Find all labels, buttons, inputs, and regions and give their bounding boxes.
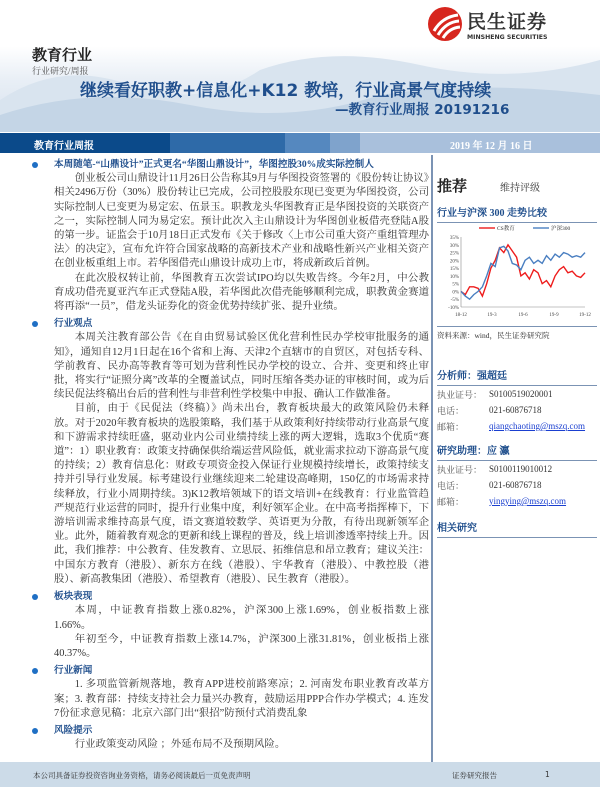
x-tick-label: 19-9 (549, 313, 559, 318)
logo-icon (428, 7, 462, 41)
rating: 维持评级 (500, 183, 541, 194)
chart-title: 行业与沪深 300 走势比较 (437, 204, 597, 223)
contact-row (437, 386, 597, 402)
section-heading (26, 590, 429, 604)
contact-row (437, 418, 597, 434)
paragraph: 目前，由于《民促法（终稿）》尚未出台，教育板块最大的政策风险仍未释放。对于2020年教育板块的选股策略，我们基于从政策利好持续带动行业高景气度和下游需求持续旺盛，驱动业内公司业绩持续上涨的两大逻辑，选取3个优质“赛道”：1）职业教育：政策支持确保供给端运营风险低，就业需求拉动下游高景气度的持续；2）教育信息化：财政专项资金投入保证行业规模持续增长，政策持续支持并引导行业发展。标考建设行业继续迎来二轮建设高峰期，150亿的市场需求持续释放，行业小周期持续。3)K12教培领域下的语文培训+在线教育：行业监管趋严规范行业运营的同时，提升行业集中度，利好领军企业。在中高考指挥棒下，下游培训需求维持高景气度，语文赛道较数学、英语更为分散，有待出现新领军企业。此外，随着教育观念的更新和线上课程的普及，线上培训渗透率持续上升。因此，我们推荐：中公教育、佳发教育、立思辰、拓维信息和昂立教育；建议关注：中国东方教育（港股）、新东方在线（港股）、宇华教育（港股）、中教控股（港股）、新高教集团（港股）、希望教育（港股）、民生教育（港股）。 (54, 403, 429, 585)
contact-key: 电话： (437, 480, 465, 491)
y-tick-label: -10% (448, 306, 459, 311)
contact-value: S0100519020001 (489, 389, 553, 399)
bullet-icon (32, 321, 38, 327)
legend-label: CS教育 (497, 226, 515, 232)
legend-label: 沪深300 (551, 226, 571, 232)
contact-row (437, 477, 597, 493)
disclaimer: 本公司具备证券投资咨询业务资格，请务必阅读最后一页免责声明 (33, 771, 251, 780)
bar-segment (330, 133, 360, 153)
brand-name-en: MINSHENG SECURITIES (467, 34, 548, 41)
y-tick-label: -5% (450, 298, 459, 304)
y-tick-label: 20% (449, 259, 459, 265)
recommendation: 推荐 (437, 177, 468, 195)
analyst-title: 分析师：强超廷 (437, 367, 597, 386)
chart-source: 资料来源：wind，民生证券研究院 (437, 326, 597, 341)
series-line-0 (461, 245, 585, 296)
related-research: 相关研究 (437, 519, 597, 538)
contact-value: 021-60876718 (489, 480, 542, 490)
section-heading-text: 板块表现 (54, 591, 93, 603)
analyst-info (437, 386, 597, 434)
y-tick-label: 0% (452, 290, 459, 296)
bullet-icon (32, 728, 38, 734)
industry-label: 教育行业 (32, 48, 93, 64)
column-divider (431, 155, 433, 762)
bullet-icon (32, 162, 38, 168)
bar-segment (285, 133, 330, 153)
footer-label: 证券研究报告 (452, 771, 497, 780)
report-type: 行业研究/周报 (32, 66, 89, 76)
report-title: 继续看好职教+信息化+K12 教培，行业高景气度持续 (80, 81, 492, 101)
paragraph: 行业政策变动风险 ；外延布局不及预期风险。 (74, 739, 286, 751)
contact-key: 电话： (437, 405, 465, 416)
y-tick-label: 25% (449, 251, 459, 257)
x-tick-label: 19-12 (579, 313, 591, 318)
paragraph: 在此次股权转让前，华图教育五次尝试IPO均以失败告终。今年2月，中公教育成功借壳夏亚汽车正式登陆A股，若华图此次借壳能够顺利完成，职教黄金赛道将再添“一员”，借龙头证券化的资金优势持续扩张、提升业绩。 (54, 272, 429, 313)
main-content (26, 157, 429, 752)
assistant-title: 研究助理：应 瀛 (437, 442, 597, 461)
email-link[interactable]: qiangchaoting@mszq.com (489, 421, 586, 431)
section-heading (26, 317, 429, 331)
contact-key: 邮箱： (437, 421, 465, 432)
x-tick-label: 19-3 (487, 313, 497, 318)
contact-key: 执业证号： (437, 464, 483, 475)
brand-logo (428, 7, 547, 41)
y-tick-label: 10% (449, 274, 459, 280)
bullet-icon (32, 594, 38, 600)
sidebar (437, 175, 597, 538)
x-tick-label: 19-6 (518, 313, 528, 318)
brand-name: 民生证券 (467, 11, 548, 33)
section-heading (26, 724, 429, 738)
paragraph: 创业板公司山鼎设计11月26日公告称其9月与华图投资签署的《股份转让协议》相关2496万份（30%）股份转让已完成，公司控股股东现已变更为华图投资，公司实际控制人已变更为易定宏、伍景玉。职教龙头华图教育正是华图投资的关联资产之一，实际控制人同为易定宏。预计此次入主山鼎设计为华图创业板借壳登陆A股的第一步。证监会于10月18日正式发布《关于修改〈上市公司重大资产重组管理办法〉的决定》，宣布允许符合国家战略的高新技术产业和战略性新兴产业相关资产在创业板重组上市。若华图借壳山鼎设计成功上市，将成新政后首例。 (54, 173, 429, 270)
section-heading (26, 664, 429, 678)
bullet-icon (32, 668, 38, 674)
paragraph: 本周，中证教育指数上涨0.82%，沪深300上涨1.69%，创业板指数上涨1.66%。 (54, 605, 429, 631)
paragraph: 1. 多项监管新规落地，教育APP进校前路寒凉；2. 河南发布职业教育改革方案；3. 教育部：持续支持社会力量兴办教育，鼓励运用PPP合作办学模式；4. 连发7份征求意见稿：北京六部门出“狠招”防预付式消费乱象 (54, 679, 429, 719)
email-link[interactable]: yingying@mszq.com (489, 496, 567, 506)
contact-value: 021-60876718 (489, 405, 542, 415)
assistant-info (437, 461, 597, 509)
y-tick-label: 30% (449, 243, 459, 249)
report-subtitle: —教育行业周报 20191216 (335, 102, 510, 118)
contact-row (437, 402, 597, 418)
section-heading-text: 行业观点 (54, 318, 93, 330)
y-tick-label: 35% (449, 236, 459, 241)
contact-row (437, 461, 597, 477)
section-heading-text: 行业新闻 (54, 665, 93, 677)
section-heading (26, 158, 429, 172)
y-tick-label: 5% (452, 282, 459, 288)
bar-segment (170, 133, 285, 153)
bar-label: 教育行业周报 (34, 141, 94, 152)
section-heading-text: 本周随笔-“山鼎设计”正式更名“华图山鼎设计”，华图控股30%成实际控制人 (54, 159, 374, 170)
contact-value: S0100119010012 (489, 464, 553, 474)
paragraph: 年初至今，中证教育指数上涨14.7%，沪深300上涨31.81%，创业板指上涨40.37%。 (54, 633, 429, 659)
report-header (0, 0, 600, 132)
section-heading-text: 风险提示 (54, 724, 93, 736)
report-date: 2019 年 12 月 16 日 (450, 141, 533, 152)
y-tick-label: 15% (449, 267, 459, 273)
trend-chart (437, 223, 597, 321)
x-tick-label: 18-12 (455, 313, 467, 318)
contact-key: 邮箱： (437, 496, 465, 507)
page-number: 1 (545, 770, 550, 779)
contact-row (437, 493, 597, 509)
contact-key: 执业证号： (437, 389, 483, 400)
footer (0, 762, 600, 787)
paragraph: 本周关注教育部公告《在自由贸易试验区优化营利性民办学校审批服务的通知》，通知自12月1日起在16个省和上海、天津2个直辖市的自贸区，对包括专科、学前教育、民办高等教育等可划为营利性民办学校的设立、合并、变更和终止审批，将实行“证照分离”改革的全覆盖试点，同时压缩各类办证的审核时间，或为后续民促法终稿出台后的营利性与非营利性学校集中申报、确认工作做准备。 (54, 332, 429, 401)
